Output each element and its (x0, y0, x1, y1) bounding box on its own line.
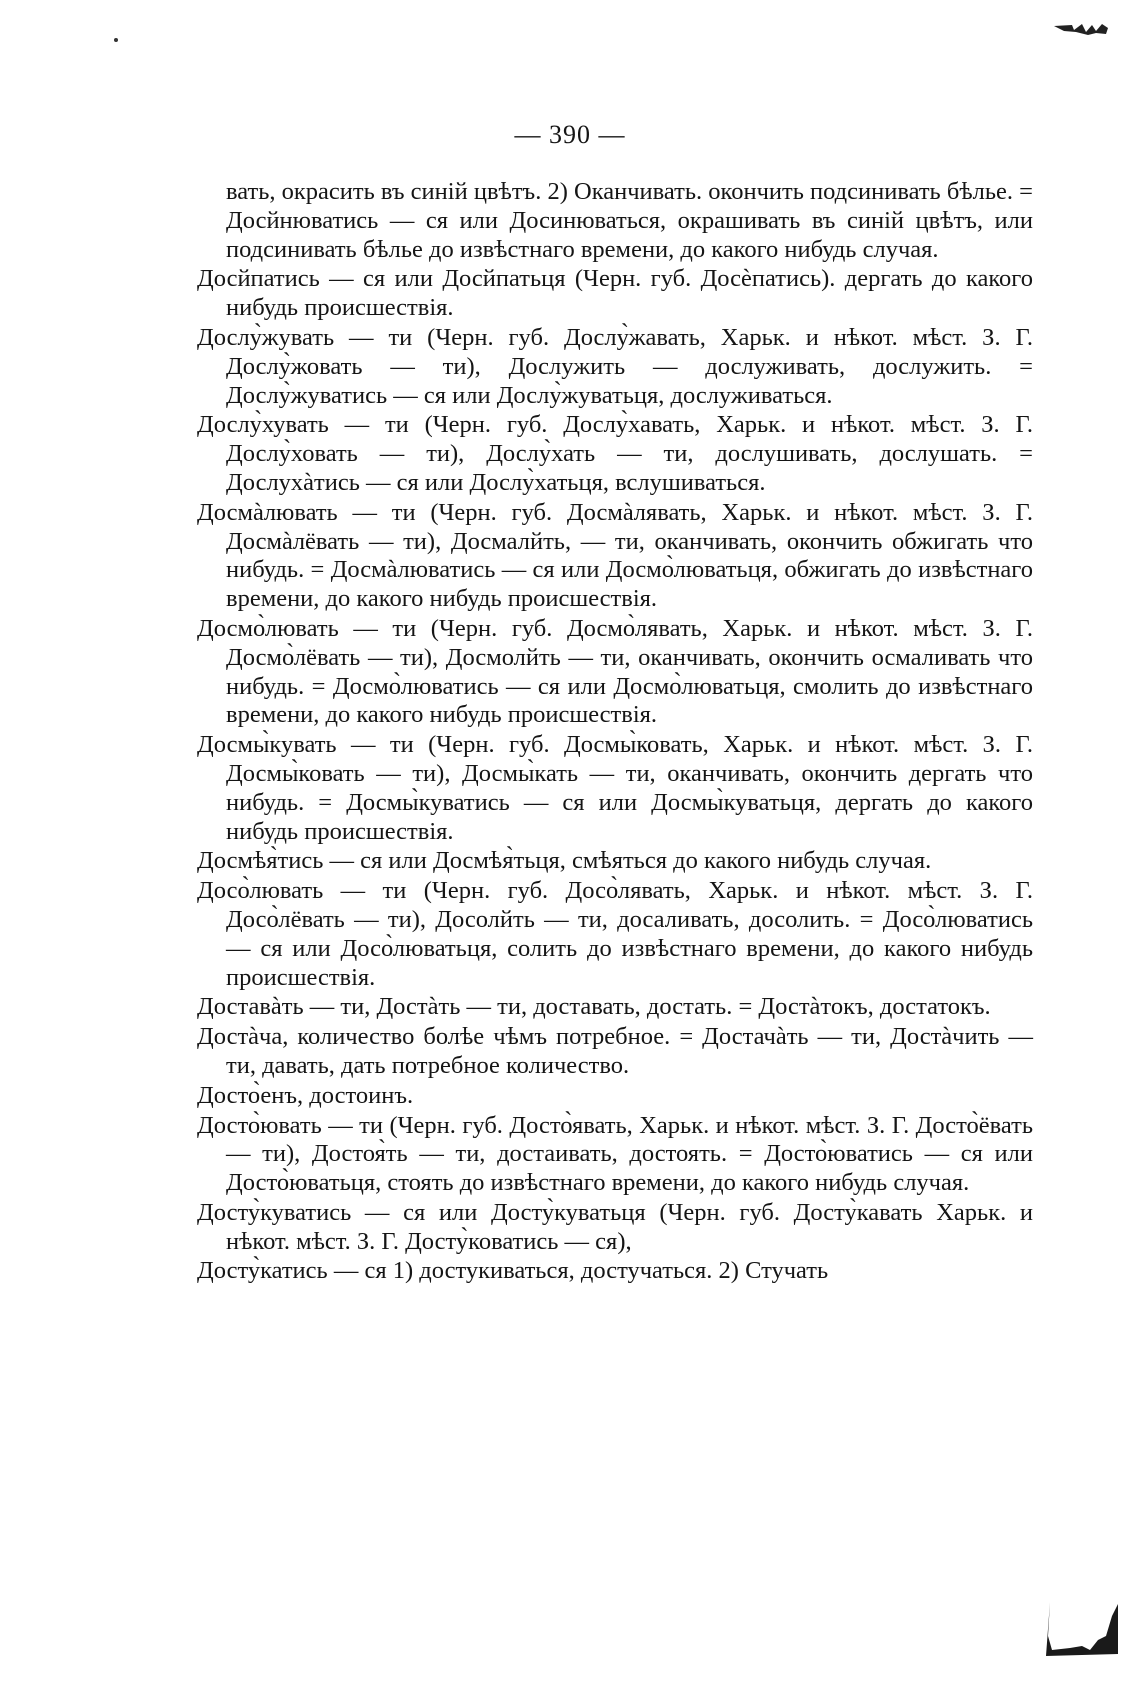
dictionary-body (197, 178, 1033, 1287)
entry-dostoen: Досто̀енъ, достоинъ. (197, 1081, 414, 1109)
page-number: — 390 — (514, 120, 626, 149)
scan-speck (114, 38, 118, 42)
entry-dosmykuvat: Досмы̀кувать — ти (Черн. губ. Досмы̀ковать, Харьк. и нѣкот. мѣст. З. Г. Досмы̀ковать — ти), Досмы̀кать — ти, оканчивать, окончить дергать что нибудь. = Досмы̀куватись — ся или Досмы̀куватьця, дергать до какого нибудь происшествія. (197, 731, 1033, 845)
entry-dosmoliuvat: Досмо̀лювать — ти (Черн. губ. Досмо̀лявать, Харьк. и нѣкот. мѣст. З. Г. Досмо̀лёвать — ти), Досмолйть — ти, оканчивать, окончить осмаливать что нибудь. = Досмо̀люватись — ся или Досмо̀люватьця, смолить до извѣстнаго времени, до какого нибудь происшествія. (197, 614, 1033, 729)
entry-dosmiiatys: Досмѣя̀тись — ся или Досмѣя̀тьця, смѣяться до какого нибудь случая. (197, 847, 932, 875)
entry-continuation: вать, окрасить въ синій цвѣтъ. 2) Оканчивать. окончить подсинивать бѣлье. = Досйнюватись — ся или Досинюваться, окрашивать въ синій цвѣтъ, или подсинивать бѣлье до извѣстнаго времени, до какого нибудь случая. (226, 178, 1033, 263)
entry-dostukuvatys: Досту̀куватись — ся или Досту̀куватьця (Черн. губ. Досту̀кавать Харьк. и нѣкот. мѣст. З. Г. Досту̀коватись — ся), (197, 1198, 1033, 1255)
entry-dosypatys: Досйпатись — ся или Досйпатьця (Черн. губ. Досѐпатись). дергать до какого нибудь происшествія. (197, 265, 1033, 322)
scan-edge-mark (1052, 22, 1110, 36)
entry-dostacha: Достàча, количество болѣе чѣмъ потребное. = Достачàть — ти, Достàчить — ти, давать, дать потребное количество. (197, 1023, 1033, 1079)
entry-dosoliuvat: Досо̀лювать — ти (Черн. губ. Досо̀лявать, Харьк. и нѣкот. мѣст. З. Г. Досо̀лёвать — ти), Досолйть — ти, досаливать, досолить. = Досо̀люватись — ся или Досо̀люватьця, солить до извѣстнаго времени, до какого нибудь происшествія. (197, 877, 1033, 991)
entry-dosluzhuvat: Дослу̀жувать — ти (Черн. губ. Дослу̀жавать, Харьк. и нѣкот. мѣст. З. Г. Дослу̀жовать — ти), Дослужить — дослуживать, дослужить. = Дослу̀жуватись — ся или Дослу̀жуватьця, дослуживаться. (197, 323, 1033, 409)
scan-corner-mark (1040, 1596, 1120, 1658)
entry-dosluhuvat: Дослу̀хувать — ти (Черн. губ. Дослу̀хавать, Харьк. и нѣкот. мѣст. З. Г. Дослу̀ховать — ти), Дослу̀хать — ти, дослушивать, дослушать. = Дослухàтись — ся или Дослу̀хатьця, вслушиваться. (197, 411, 1033, 496)
entry-dostoiuvat: Досто̀ювать — ти (Черн. губ. Досто̀явать, Харьк. и нѣкот. мѣст. З. Г. Досто̀ёвать — ти), Достоя̀ть — ти, достаивать, достоять. = Досто̀юватись — ся или Досто̀юватьця, стоять до извѣстнаго времени, до какого нибудь случая. (197, 1111, 1033, 1197)
entry-dosmaliuvat: Досмàлювать — ти (Черн. губ. Досмàлявать, Харьк. и нѣкот. мѣст. З. Г. Досмàлёвать — ти), Досмалйть, — ти, оканчивать, окончить обжигать что нибудь. = Досмàлюватись — ся или Досмо̀люватьця, обжигать до извѣстнаго времени, до какого нибудь происшествія. (197, 498, 1033, 613)
entry-dostavat: Доставàть — ти, Достàть — ти, доставать, достать. = Достàтокъ, достатокъ. (197, 993, 991, 1021)
entry-dostukatys: Досту̀катись — ся 1) достукиваться, достучаться. 2) Стучать (197, 1257, 829, 1285)
